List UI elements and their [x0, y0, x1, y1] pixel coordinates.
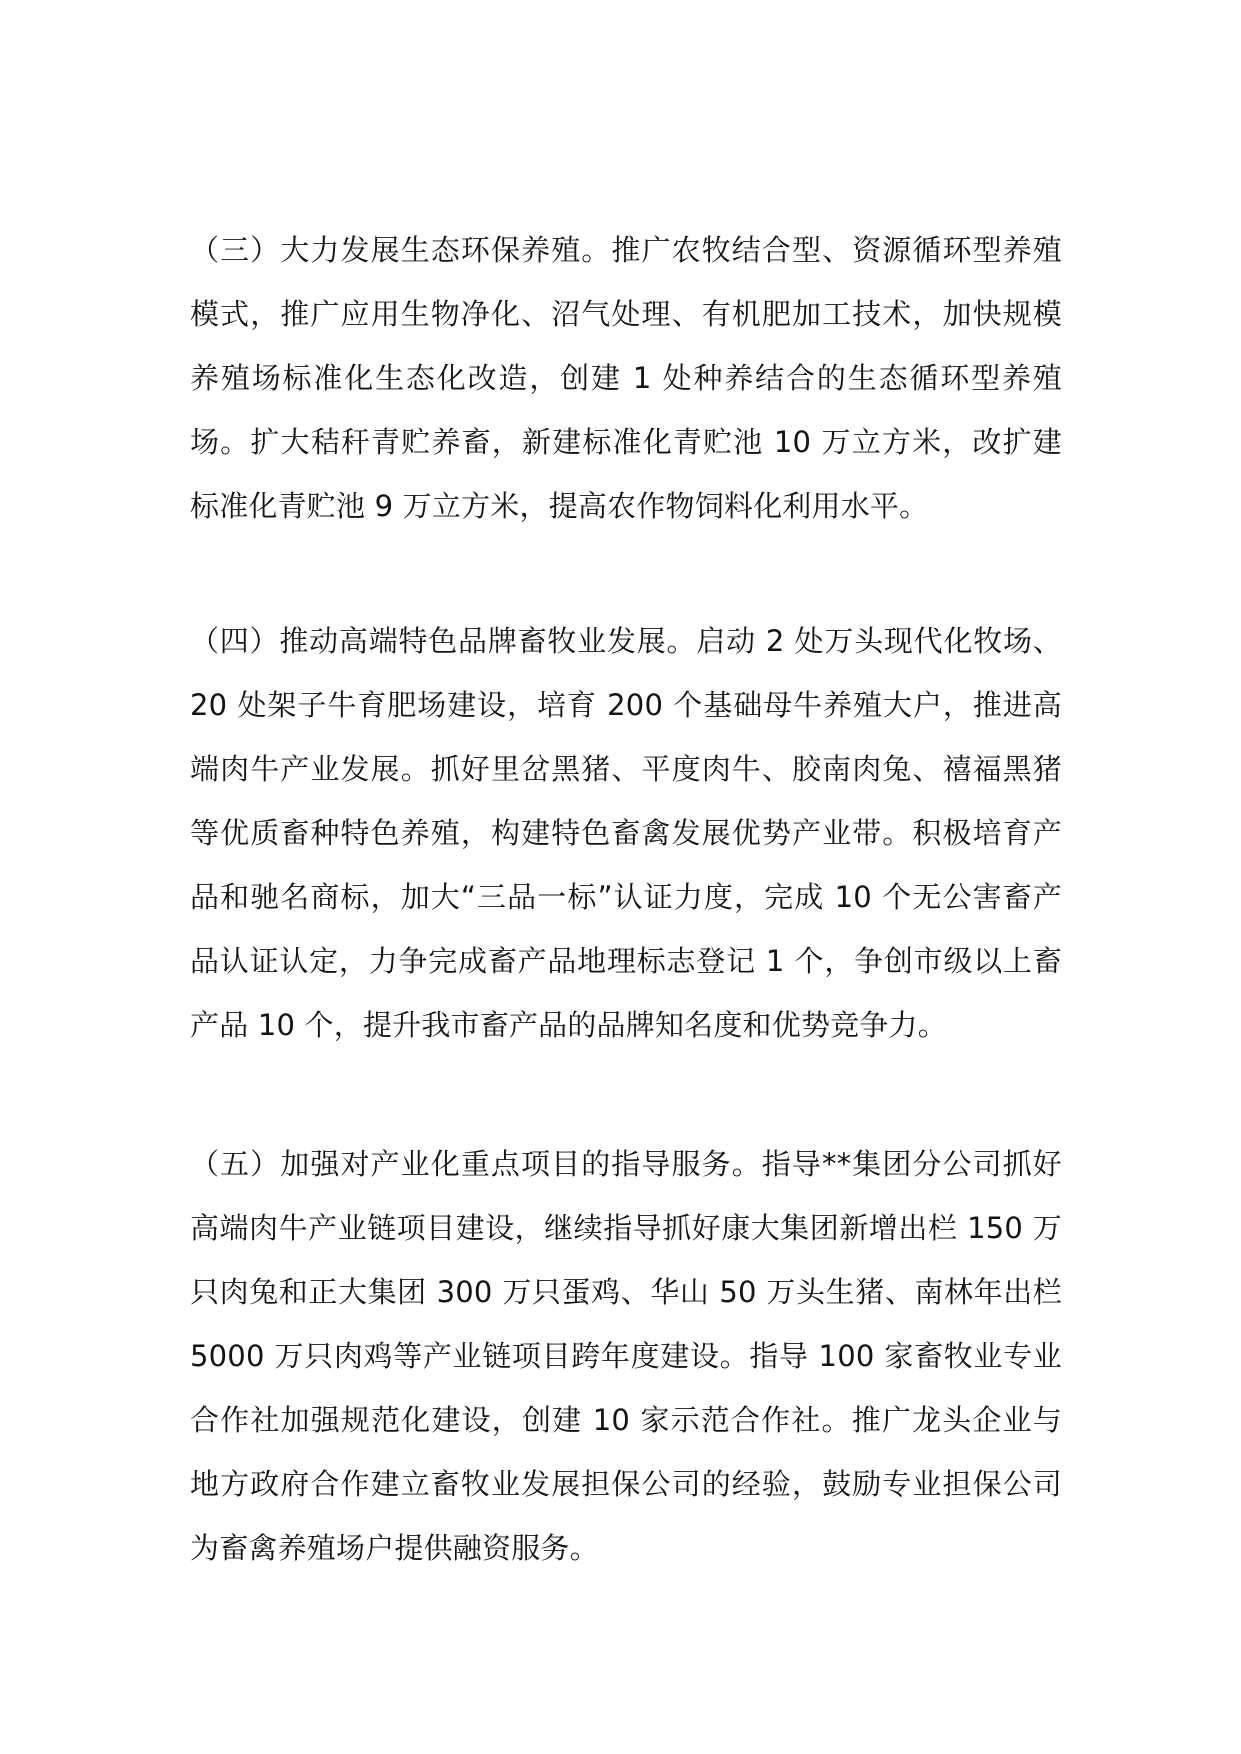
paragraph-industrial-projects: （五）加强对产业化重点项目的指导服务。指导**集团分公司抓好高端肉牛产业链项目建设，继续指导抓好康大集团新增出栏 150 万只肉兔和正大集团 300 万只蛋鸡、华山 50 万头生猪、南林年出栏 5000 万只肉鸡等产业链项目跨年度建设。指导 100 家畜牧业专业合作社加强规范化建设，创建 10 家示范合作社。推广龙头企业与地方政府合作建立畜牧业发展担保公司的经验，鼓励专业担保公司为畜禽养殖场户提供融资服务。: [190, 1147, 1062, 1565]
paragraph-brand-livestock: （四）推动高端特色品牌畜牧业发展。启动 2 处万头现代化牧场、20 处架子牛育肥场建设，培育 200 个基础母牛养殖大户，推进高端肉牛产业发展。抓好里岔黑猪、平度肉牛、胶南肉兔、禧福黑猪等优质畜种特色养殖，构建特色畜禽发展优势产业带。积极培育产品和驰名商标，加大“三品一标”认证力度，完成 10 个无公害畜产品认证认定，力争完成畜产品地理标志登记 1 个，争创市级以上畜产品 10 个，提升我市畜产品的品牌知名度和优势竞争力。: [190, 624, 1062, 1042]
paragraph-ecological-farming: （三）大力发展生态环保养殖。推广农牧结合型、资源循环型养殖模式，推广应用生物净化、沼气处理、有机肥加工技术，加快规模养殖场标准化生态化改造，创建 1 处种养结合的生态循环型养殖场。扩大秸秆青贮养畜，新建标准化青贮池 10 万立方米，改扩建标准化青贮池 9 万立方米，提高农作物饲料化利用水平。: [190, 233, 1062, 523]
